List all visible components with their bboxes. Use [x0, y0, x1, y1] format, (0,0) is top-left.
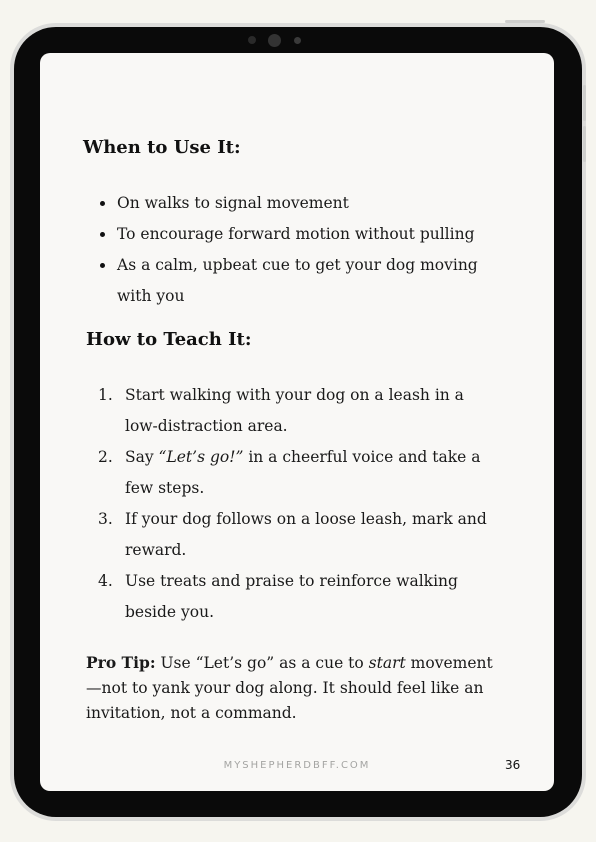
list-item-text: To encourage forward motion without pulling: [117, 225, 475, 243]
pro-tip-paragraph: Pro Tip: Use “Let’s go” as a cue to start movement—not to yank your dog along. It should feel like an invitation, not a command.: [86, 653, 493, 722]
front-camera-icon: [268, 34, 281, 47]
step-number: 3.: [98, 510, 113, 528]
step-number: 1.: [98, 386, 113, 404]
list-item: [92, 250, 512, 312]
bullet-icon: [100, 232, 105, 237]
step-number: 2.: [98, 448, 113, 466]
step-text: Start walking with your dog on a leash in a low-distraction area.: [125, 386, 464, 435]
pro-tip-label: Pro Tip:: [86, 653, 156, 672]
cue-phrase: “Let’s go!”: [158, 448, 244, 466]
volume-up-button: [583, 85, 586, 121]
step-text: If your dog follows on a loose leash, mark and reward.: [125, 510, 487, 559]
step-text: Use treats and praise to reinforce walking beside you.: [125, 572, 458, 621]
when-to-use-list: [92, 188, 512, 312]
volume-down-button: [583, 126, 586, 162]
sensor-dot-left: [248, 36, 256, 44]
page-number: 36: [505, 758, 521, 772]
list-item: [98, 566, 498, 628]
how-to-teach-list: [98, 380, 498, 628]
when-to-use-heading: When to Use It:: [83, 137, 241, 158]
how-to-teach-heading: How to Teach It:: [86, 329, 252, 350]
ebook-page: [40, 53, 554, 791]
top-button: [505, 20, 545, 23]
list-item: [98, 442, 498, 504]
footer-website: MYSHEPHERDBFF.COM: [223, 760, 371, 771]
emphasis-word: start: [368, 654, 406, 672]
list-item: [92, 219, 512, 250]
list-item-text: As a calm, upbeat cue to get your dog moving with you: [117, 256, 478, 305]
step-number: 4.: [98, 572, 113, 590]
bullet-icon: [100, 263, 105, 268]
sensor-dot-right: [294, 37, 301, 44]
list-item-text: On walks to signal movement: [117, 194, 349, 212]
list-item: [92, 188, 512, 219]
list-item: [98, 380, 498, 442]
bullet-icon: [100, 201, 105, 206]
step-text: Say “Let’s go!” in a cheerful voice and take a few steps.: [125, 448, 481, 497]
list-item: [98, 504, 498, 566]
